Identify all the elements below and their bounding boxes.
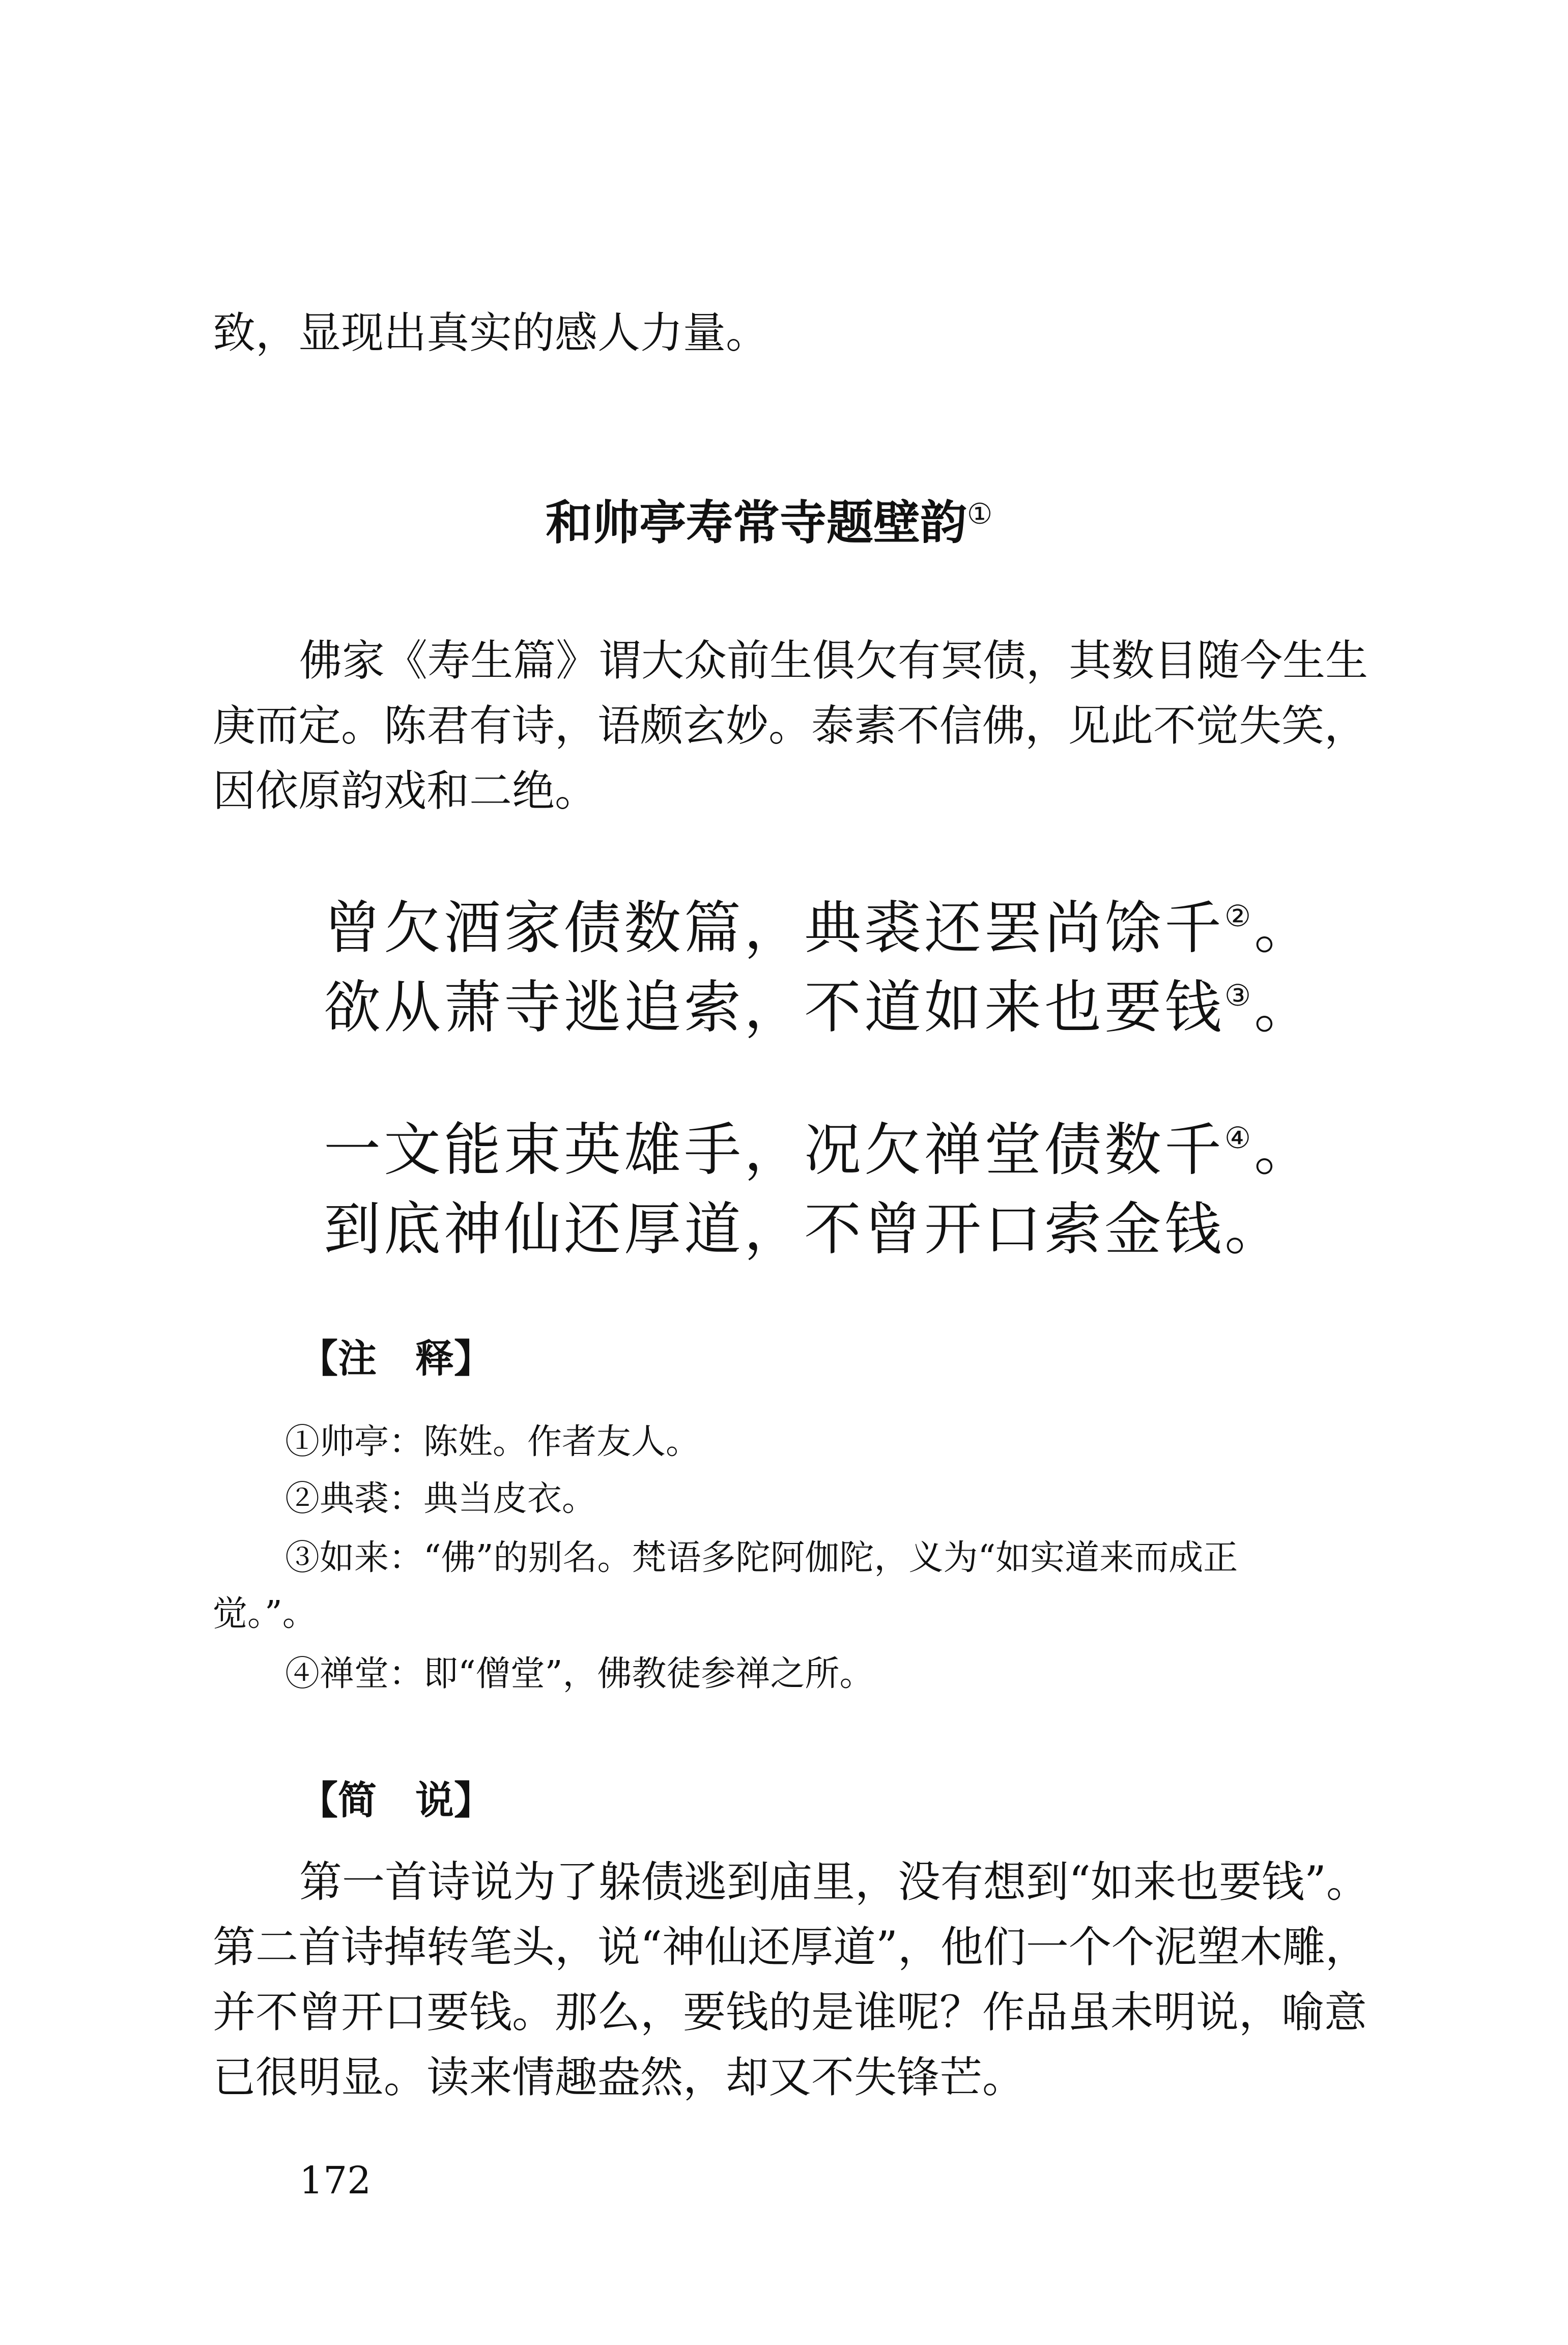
verse-line-2 [324, 975, 1314, 1041]
verse-line-1-text: 曾欠酒家债数篇，典裘还罢尚馀千 [324, 895, 1224, 961]
intro-continuation: 致，显现出真实的感人力量。 [213, 308, 769, 358]
commentary-line-4: 已很明显。读来情趣盎然，却又不失锋芒。 [213, 2052, 1025, 2102]
note-item-3-continued: 觉。”。 [213, 1594, 317, 1634]
verse-line-3 [324, 1117, 1314, 1183]
note-item-4: ④禅堂：即“僧堂”，佛教徒参禅之所。 [285, 1654, 874, 1694]
commentary-line-2: 第二首诗掉转笔头，说“神仙还厚道”，他们一个个泥塑木雕， [213, 1922, 1368, 1972]
preface-line-2: 庚而定。陈君有诗，语颇玄妙。泰素不信佛，见此不觉失笑， [213, 701, 1367, 751]
verse-line-1 [324, 895, 1314, 961]
verse-line-4: 到底神仙还厚道，不曾开口索金钱。 [324, 1196, 1285, 1263]
preface-line-3: 因依原韵戏和二绝。 [213, 766, 598, 816]
note-item-3: ③如来：“佛”的别名。梵语多陀阿伽陀，义为“如实道来而成正 [285, 1538, 1238, 1578]
verse-line-2-text: 欲从萧寺逃追索，不道如来也要钱 [324, 975, 1224, 1041]
notes-heading: 【注 释】 [299, 1336, 493, 1381]
verse-line-3-text: 一文能束英雄手，况欠禅堂债数千 [324, 1117, 1224, 1183]
note-item-1: ①帅亭：陈姓。作者友人。 [285, 1422, 701, 1462]
poem-title [546, 496, 993, 550]
commentary-line-1: 第一首诗说为了躲债逃到庙里，没有想到“如来也要钱”。 [299, 1857, 1369, 1907]
poem-title-text: 和帅亭寿常寺题壁韵 [546, 496, 967, 550]
page-number: 172 [299, 2159, 372, 2203]
note-item-2: ②典裘：典当皮衣。 [285, 1479, 597, 1519]
verse-line-2-end: 。 [1254, 975, 1314, 1041]
commentary-line-3: 并不曾开口要钱。那么，要钱的是谁呢？作品虽未明说，喻意 [213, 1987, 1367, 2037]
preface-line-1: 佛家《寿生篇》谓大众前生俱欠有冥债，其数目随今生生 [299, 636, 1369, 685]
commentary-heading: 【简 说】 [299, 1778, 493, 1823]
verse-line-3-end: 。 [1254, 1117, 1314, 1183]
title-note-mark: ① [967, 498, 993, 531]
verse-line-1-end: 。 [1254, 895, 1314, 961]
verse-line-1-note-mark: ② [1224, 899, 1254, 933]
verse-line-3-note-mark: ④ [1224, 1121, 1254, 1155]
verse-line-2-note-mark: ③ [1224, 978, 1254, 1013]
